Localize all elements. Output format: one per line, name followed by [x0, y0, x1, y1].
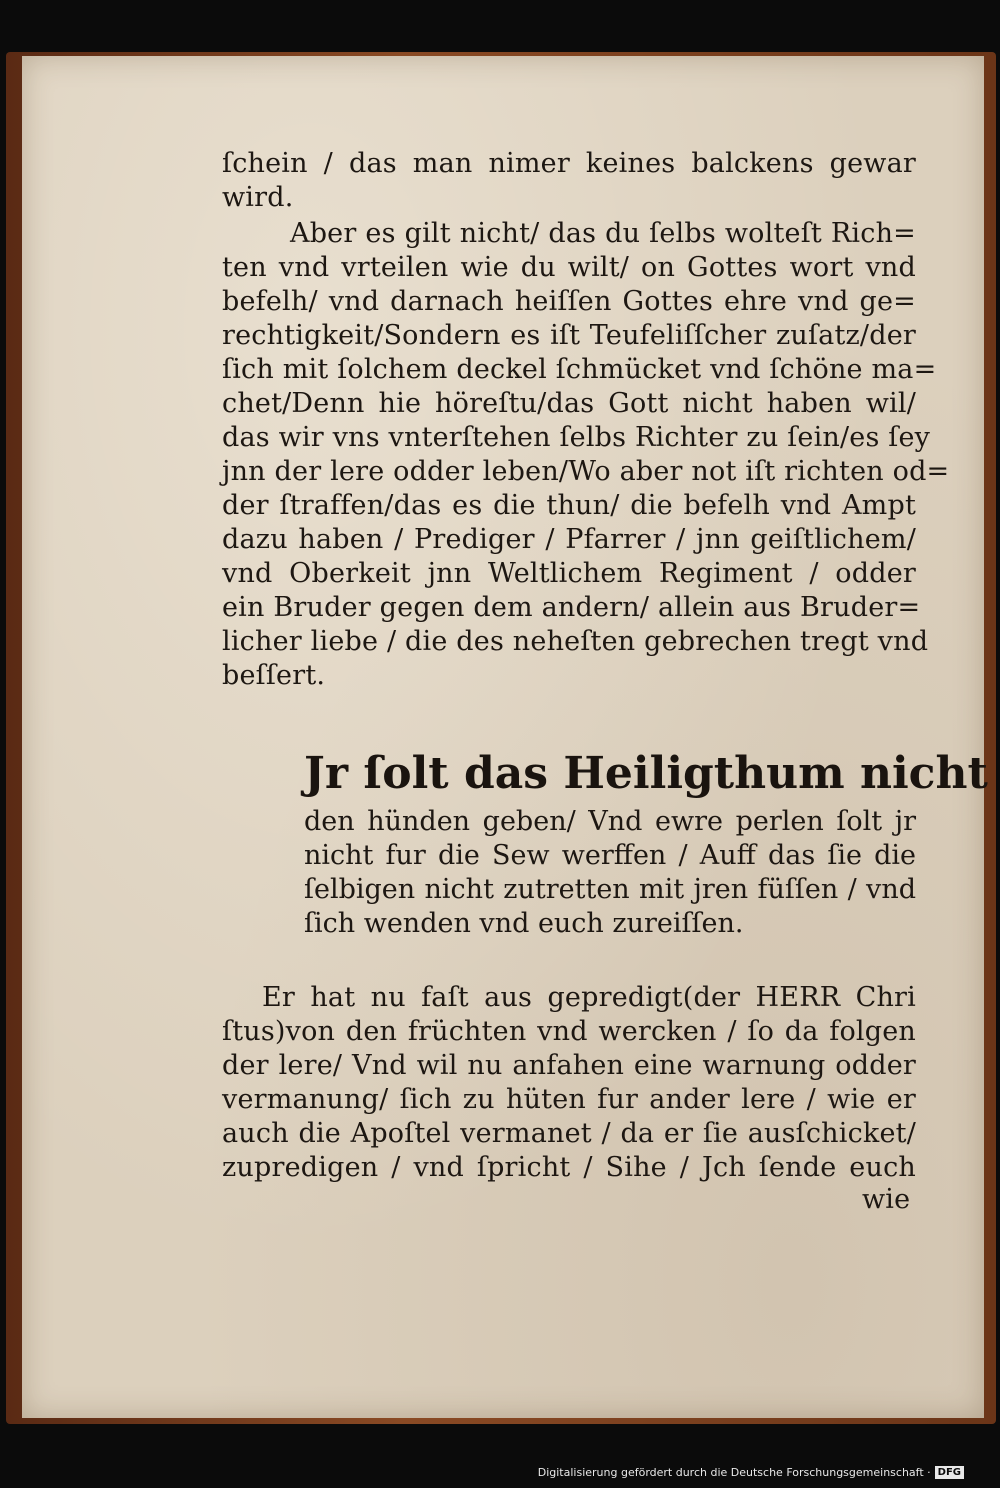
text-line: ein Bruder gegen dem andern/ allein aus Bruder= [222, 592, 921, 623]
text-line: der lere/ Vnd wil nu anfahen eine warnung odder [222, 1050, 916, 1081]
text-line: vermanung/ ſich zu hüten fur ander lere / wie er [222, 1084, 916, 1115]
catchword: wie [862, 1184, 911, 1215]
text-line: ten vnd vrteilen wie du wilt/ on Gottes wort vnd [222, 252, 916, 283]
scripture-line: ſich wenden vnd euch zureiſſen. [304, 908, 744, 939]
text-line: vnd Oberkeit jnn Weltlichem Regiment / odder [222, 558, 916, 589]
text-line: chet/Denn hie höreſtu/das Gott nicht haben wil/ [222, 388, 916, 419]
paragraph-start-line: Aber es gilt nicht/ das du ſelbs wolteſt Rich= [290, 218, 916, 249]
text-line: der ſtraffen/das es die thun/ die befelh vnd Ampt [222, 490, 916, 521]
text-line: ſtus)von den früchten vnd wercken / ſo da folgen [222, 1016, 916, 1047]
scripture-line: den hünden geben/ Vnd ewre perlen ſolt jr [304, 806, 916, 837]
text-line: rechtigkeit/Sondern es iſt Teufeliſſcher zuſatz/der [222, 320, 916, 351]
scripture-heading: Jr ſolt das Heiligthum nicht [304, 748, 988, 799]
paragraph-start-line: Er hat nu faſt aus gepredigt(der HERR Chri [262, 982, 916, 1013]
text-line: befelh/ vnd darnach heiſſen Gottes ehre vnd ge= [222, 286, 916, 317]
scripture-line: ſelbigen nicht zutretten mit jren füſſen / vnd [304, 874, 916, 905]
text-line: licher liebe / die des neheſten gebrechen tregt vnd [222, 626, 929, 657]
text-line: auch die Apoſtel vermanet / da er ſie ausſchicket/ [222, 1118, 916, 1149]
scripture-line: nicht fur die Sew werffen / Auff das ſie die [304, 840, 916, 871]
text-line: wird. [222, 182, 294, 213]
credit-text: Digitalisierung gefördert durch die Deutsche Forschungsgemeinschaft · [537, 1466, 931, 1479]
text-line: jnn der lere odder leben/Wo aber not iſt richten od= [222, 456, 950, 487]
text-line: beſſert. [222, 660, 326, 691]
text-line: zupredigen / vnd ſpricht / Sihe / Jch ſende euch [222, 1152, 916, 1183]
text-line: dazu haben / Prediger / Pfarrer / jnn geiſtlichem/ [222, 524, 916, 555]
dfg-logo-icon: DFG [935, 1466, 964, 1479]
text-line: das wir vns vnterſtehen ſelbs Richter zu ſein/es ſey [222, 422, 931, 453]
text-line: ſchein / das man nimer keines balckens gewar [222, 148, 916, 179]
text-line: ſich mit ſolchem deckel ſchmücket vnd ſchöne ma= [222, 354, 937, 385]
digitization-credit [538, 1466, 964, 1479]
